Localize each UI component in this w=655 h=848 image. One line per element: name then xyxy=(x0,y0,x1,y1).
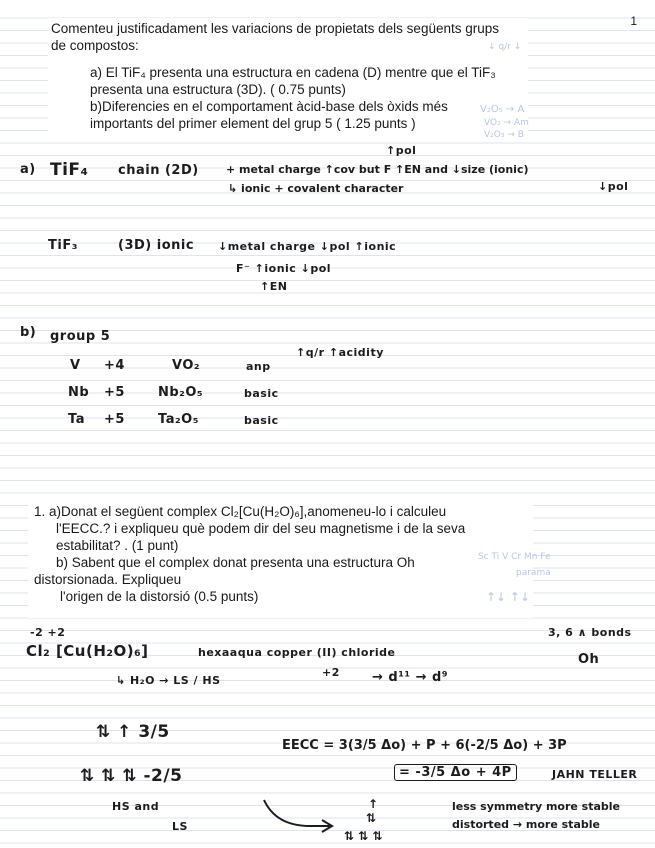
margin-note-qr: ↓ q/r ↓ xyxy=(488,42,522,52)
hw-chain: chain (2D) xyxy=(118,163,199,178)
hw-a-sub: ↳ ionic + covalent character xyxy=(228,182,404,195)
hw-complex-name: hexaaqua copper (II) chloride xyxy=(198,646,396,659)
hw-v-oxide: VO₂ xyxy=(172,358,201,373)
hw-ta-charge: +5 xyxy=(104,412,125,427)
hw-jahn-teller: JAHN TELLER xyxy=(552,768,638,781)
hw-ta-nature: basic xyxy=(244,414,279,427)
hw-group5-trend: ↑q/r ↑acidity xyxy=(296,346,384,359)
split-orbital-bottom: ⇅ ⇅ ⇅ xyxy=(344,829,383,843)
hw-bonds-note: 3, 6 ∧ bonds xyxy=(548,626,632,639)
hw-group5-title: group 5 xyxy=(50,329,111,344)
hw-t2g-row: ⇅ ⇅ ⇅ -2/5 xyxy=(80,766,183,786)
hw-jt-note1: less symmetry more stable xyxy=(452,800,621,813)
margin-note-arrows: ↑↓ ↑↓ xyxy=(486,590,531,604)
question-2a-line3: estabilitat? . (1 punt) xyxy=(56,538,179,553)
hw-tif3: TiF₃ xyxy=(48,238,78,253)
question-1-intro: Comenteu justificadament les variacions de propietats dels següents grups xyxy=(51,21,499,36)
hw-a-props: + metal charge ↑cov but F ↑EN and ↓size (ionic) xyxy=(226,163,529,176)
hw-v-charge: +4 xyxy=(104,358,125,373)
margin-note-vo2: VO₂ → Am xyxy=(484,118,529,128)
hw-nb-element: Nb xyxy=(68,385,90,400)
hw-ta-oxide: Ta₂O₅ xyxy=(158,412,199,427)
hw-pol-top: ↑pol xyxy=(386,144,417,157)
margin-note-v2o5: V₂O₅ → A xyxy=(480,104,525,115)
hw-3d-sub2: ↑EN xyxy=(260,280,288,293)
hw-plus2: +2 xyxy=(322,666,340,679)
question-2b-line2: distorsionada. Expliqueu xyxy=(34,572,182,587)
curved-arrow xyxy=(264,800,330,826)
hw-tif4: TiF₄ xyxy=(50,160,89,180)
question-1b-line1: b)Diferencies en el comportament àcid-base dels òxids més xyxy=(90,99,448,114)
hw-3d-ionic: (3D) ionic xyxy=(118,238,195,253)
hw-pol-right: ↓pol xyxy=(598,180,629,193)
margin-note-parama: parama xyxy=(516,568,551,578)
hw-ls: LS xyxy=(172,820,188,833)
question-1a-line2: presenta una estructura (3D). ( 0.75 punts) xyxy=(90,82,346,97)
hw-jt-note2: distorted → more stable xyxy=(452,818,600,831)
hw-nb-oxide: Nb₂O₅ xyxy=(158,385,204,400)
split-orbital-mid: ⇅ xyxy=(366,811,377,825)
hw-ligand-note: ↳ H₂O → LS / HS xyxy=(116,674,221,687)
hw-v-element: V xyxy=(70,358,81,373)
hw-nb-charge: +5 xyxy=(104,385,125,400)
hw-charges: -2 +2 xyxy=(30,626,66,639)
hw-3d-props: ↓metal charge ↓pol ↑ionic xyxy=(218,240,397,253)
hw-3d-sub1: F⁻ ↑ionic ↓pol xyxy=(236,262,332,275)
question-1-intro-cont: de compostos: xyxy=(51,38,139,53)
hw-ta-element: Ta xyxy=(68,412,85,427)
hw-oh: Oh xyxy=(578,652,600,667)
hw-nb-nature: basic xyxy=(244,387,279,400)
hw-v-nature: anp xyxy=(246,360,271,373)
margin-note-elements: Sc Ti V Cr Mn Fe xyxy=(478,552,551,562)
split-orbital-top: ↑ xyxy=(368,797,379,811)
hw-a-label: a) xyxy=(20,162,36,177)
hw-eecc-line: EECC = 3(3/5 Δo) + P + 6(-2/5 Δo) + 3P xyxy=(282,738,567,753)
question-1a-line1: a) El TiF₄ presenta una estructura en cadena (D) mentre que el TiF₃ xyxy=(90,65,496,80)
hw-b-label: b) xyxy=(20,325,37,340)
question-2a-line2: l'EECC.? i expliqueu què podem dir del seu magnetisme i de la seva xyxy=(56,521,466,536)
margin-note-v2o3: V₂O₃ → B xyxy=(484,130,524,140)
question-2b-line3: l'origen de la distorsió (0.5 punts) xyxy=(60,589,259,604)
hw-formula: Cl₂ [Cu(H₂O)₆] xyxy=(26,642,149,660)
question-1b-line2: importants del primer element del grup 5 ( 1.25 punts ) xyxy=(90,116,416,131)
hw-hs-and: HS and xyxy=(112,800,160,813)
hw-d-config: → d¹¹ → d⁹ xyxy=(372,670,449,685)
page-number: 1 xyxy=(630,14,637,28)
hw-eecc-result: = -3/5 Δo + 4P xyxy=(394,764,517,781)
question-2a-line1: 1. a)Donat el següent complex Cl₂[Cu(H₂O)₆],anomeneu-lo i calculeu xyxy=(34,504,447,519)
hw-eg-row: ⇅ ↑ 3/5 xyxy=(96,722,170,742)
question-2b-line1: b) Sabent que el complex donat presenta una estructura Oh xyxy=(56,555,415,570)
